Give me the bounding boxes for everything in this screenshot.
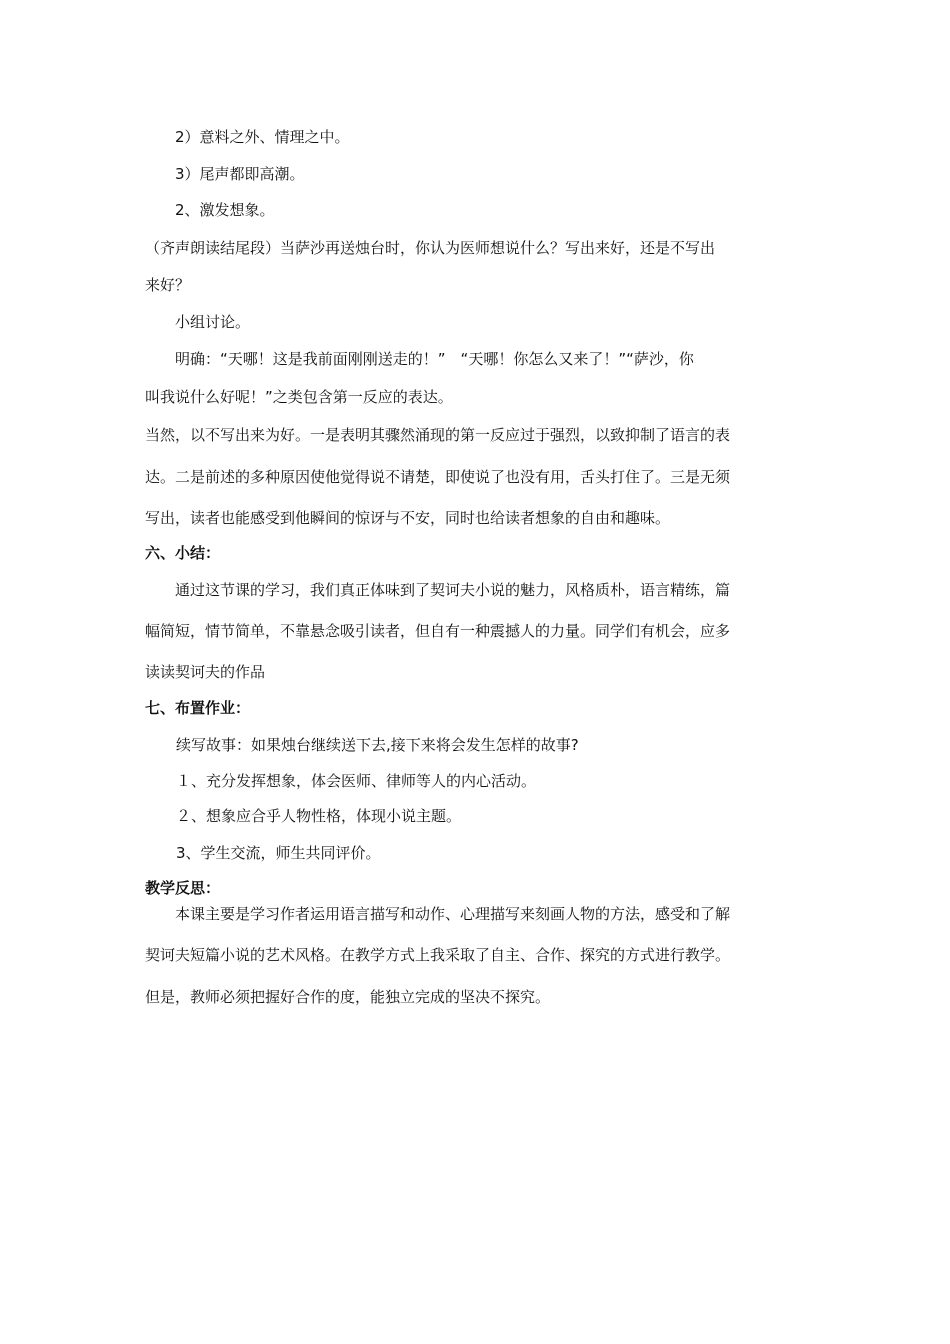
text-line: 达。二是前述的多种原因使他觉得说不请楚，即使说了也没有用，舌头打住了。三是无须 xyxy=(145,468,731,486)
text-line: 3）尾声都即高潮。 xyxy=(175,165,305,183)
text-line: １、充分发挥想象，体会医师、律师等人的内心活动。 xyxy=(176,772,537,790)
text-line: 2）意料之外、情理之中。 xyxy=(175,128,350,146)
text-line: 通过这节课的学习，我们真正体味到了契诃夫小说的魅力，风格质朴，语言精练，篇 xyxy=(175,581,731,599)
text-line: 写出，读者也能感受到他瞬间的惊讶与不安，同时也给读者想象的自由和趣味。 xyxy=(145,509,671,527)
text-line: 小组讨论。 xyxy=(175,313,251,331)
text-line: 但是，教师必须把握好合作的度，能独立完成的坚决不探究。 xyxy=(145,988,551,1006)
text-line: 幅简短，情节简单，不靠悬念吸引读者，但自有一种震撼人的力量。同学们有机会，应多 xyxy=(145,622,731,640)
text-line: 叫我说什么好呢！”之类包含第一反应的表达。 xyxy=(145,388,453,406)
text-line: 续写故事：如果烛台继续送下去,接下来将会发生怎样的故事? xyxy=(176,736,579,754)
text-line: 契诃夫短篇小说的艺术风格。在教学方式上我采取了自主、合作、探究的方式进行教学。 xyxy=(145,946,731,964)
text-line: （齐声朗读结尾段）当萨沙再送烛台时，你认为医师想说什么？写出来好，还是不写出 xyxy=(145,239,716,257)
section-heading: 六、小结： xyxy=(145,544,221,562)
text-line: 本课主要是学习作者运用语言描写和动作、心理描写来刻画人物的方法，感受和了解 xyxy=(175,905,731,923)
section-heading: 七、布置作业： xyxy=(145,699,251,717)
text-line: 来好？ xyxy=(145,276,191,294)
text-line: 明确：“天哪！这是我前面刚刚送走的！” “天哪！你怎么又来了！”“萨沙，你 xyxy=(175,350,694,368)
text-line: 当然，以不写出来为好。一是表明其骤然涌现的第一反应过于强烈，以致抑制了语言的表 xyxy=(145,426,731,444)
text-line: 2、激发想象。 xyxy=(175,201,275,219)
text-line: 读读契诃夫的作品 xyxy=(145,663,266,681)
text-line: 3、学生交流，师生共同评价。 xyxy=(176,844,381,862)
text-line: ２、想象应合乎人物性格，体现小说主题。 xyxy=(176,807,462,825)
section-heading: 教学反思： xyxy=(145,879,221,897)
